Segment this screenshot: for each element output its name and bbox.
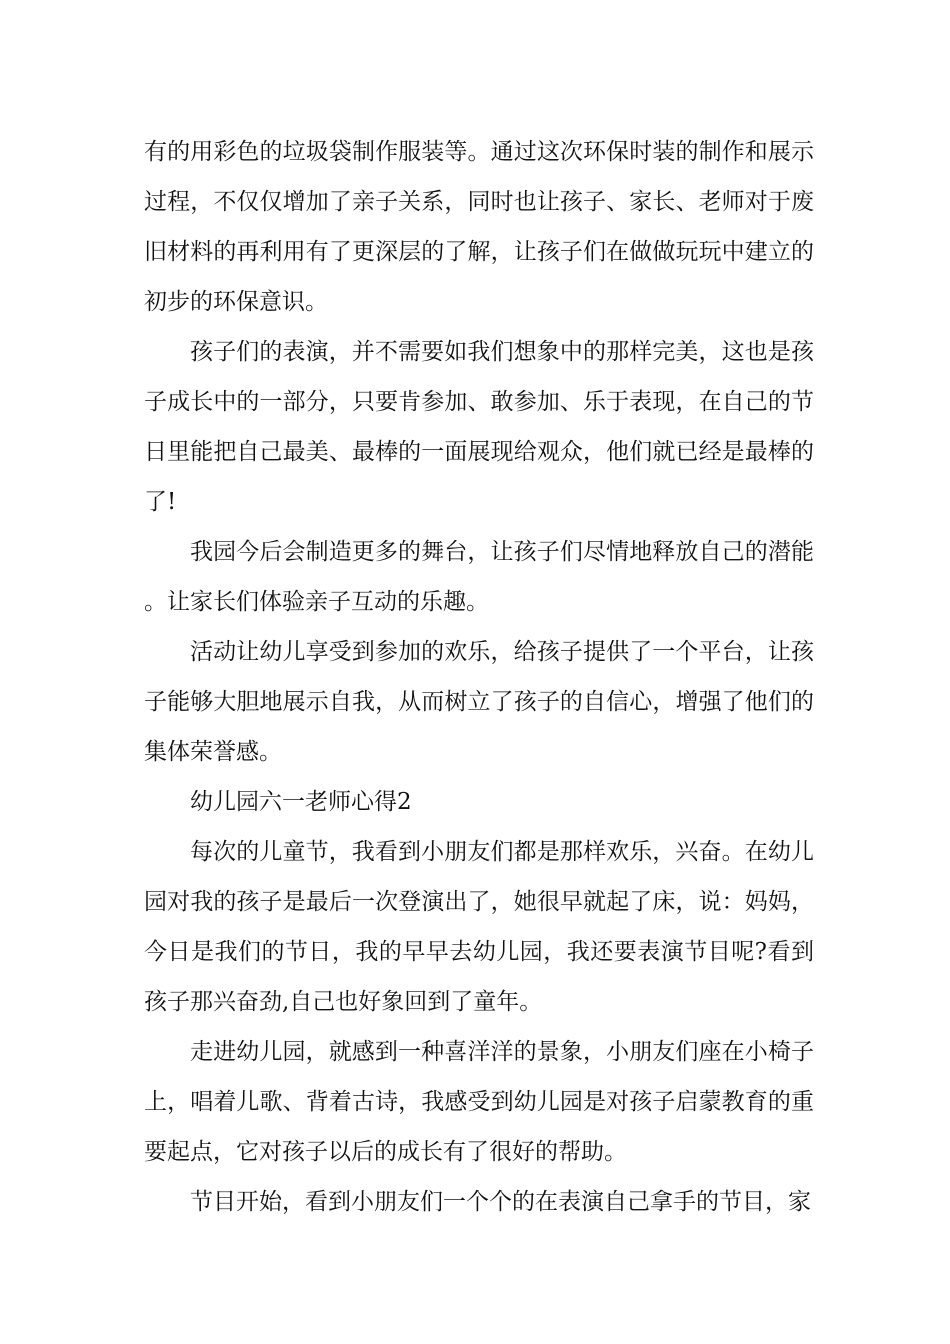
paragraph-performance: 孩子们的表演，并不需要如我们想象中的那样完美，这也是孩子成长中的一部分，只要肯参加、敢参加、乐于表现，在自己的节日里能把自己最美、最棒的一面展现给观众，他们就已经是最棒的了! (144, 339, 814, 515)
paragraph-kindergarten-scene: 走进幼儿园，就感到一种喜洋洋的景象，小朋友们座在小椅子上，唱着儿歌、背着古诗，我感受到幼儿园是对孩子启蒙教育的重要起点，它对孩子以后的成长有了很好的帮助。 (144, 1039, 814, 1165)
paragraph-program-start: 节目开始，看到小朋友们一个个的在表演自己拿手的节目，家 (190, 1189, 811, 1215)
section-heading: 幼儿园六一老师心得2 (190, 789, 412, 815)
paragraph-future-stage: 我园今后会制造更多的舞台，让孩子们尽情地释放自己的潜能。让家长们体验亲子互动的乐趣。 (144, 539, 814, 615)
paragraph-activity-benefit: 活动让幼儿享受到参加的欢乐，给孩子提供了一个平台，让孩子能够大胆地展示自我，从而树立了孩子的自信心，增强了他们的集体荣誉感。 (144, 639, 814, 765)
paragraph-continuation: 有的用彩色的垃圾袋制作服装等。通过这次环保时装的制作和展示过程，不仅仅增加了亲子关系，同时也让孩子、家长、老师对于废旧材料的再利用有了更深层的了解，让孩子们在做做玩玩中建立的初步的环保意识。 (144, 139, 814, 315)
document-body (144, 127, 814, 1227)
paragraph-childrens-day: 每次的儿童节，我看到小朋友们都是那样欢乐，兴奋。在幼儿园对我的孩子是最后一次登演出了，她很早就起了床，说：妈妈，今日是我们的节日，我的早早去幼儿园，我还要表演节目呢?看到孩子那兴奋劲,自己也好象回到了童年。 (144, 839, 814, 1015)
